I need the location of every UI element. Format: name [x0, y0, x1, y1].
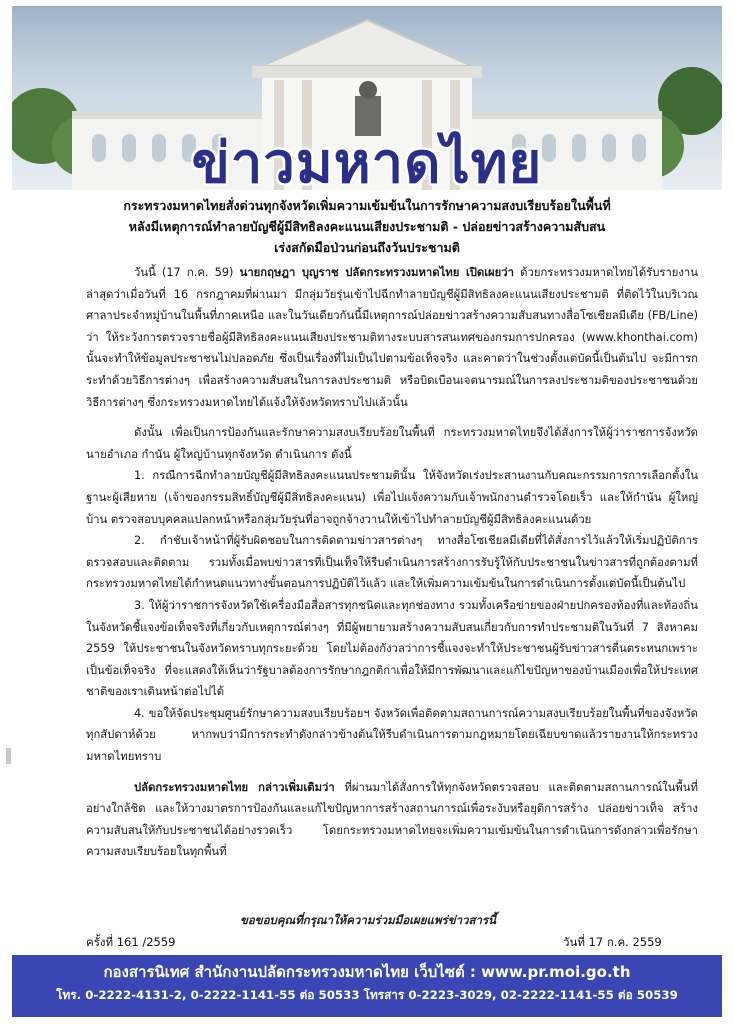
- closing-text: ที่ผ่านมาได้สั่งการให้ทุกจังหวัดตรวจสอบ และติดตามสถานการณ์ในพื้นที่ อย่างใกล้ชิด และให้วางมาตรการป้องกันและแก้ไขปัญหาการสร้างสถานการณ์เพื่อระงับหรือยุติการสร้าง ปล่อยข่าวเท็จ สร้างความสับสนให้กับประชาชนได้อย่างรวดเร็ว โดยกระทรวงมหาดไทยจะเพิ่มความเข้มข้นในการดำเนินการดังกล่าวเพื่อรักษาความสงบเรียบร้อยในทุกพื้นที่: [86, 780, 698, 859]
- directive-item-4: 4. ขอให้จัดประชุมศูนย์รักษาความสงบเรียบร้อยฯ จังหวัดเพื่อติดตามสถานการณ์ความสงบเรียบร้อยในพื้นที่ของจังหวัดทุกสัปดาห์ด้วย หากพบว่ามีการกระทำดังกล่าวข้างต้นให้รีบดำเนินการตามกฎหมายโดยเฉียบขาดแล้วรายงานให้กระทรวงมหาดไทยทราบ: [86, 706, 698, 764]
- directive-item-2: 2. กำชับเจ้าหน้าที่ผู้รับผิดชอบในการติดตามข่าวสารต่างๆ ทางสื่อโซเชียลมีเดียที่ได้สั่งการไว้แล้วให้เริ่มปฏิบัติการตรวจสอบและติดตาม รวมทั้งเมื่อพบข่าวสารที่เป็นเท็จให้รีบดำเนินการสร้างการรับรู้ให้กับประชาชนในข่าวสารที่ถูกต้องตามที่กระทรวงมหาดไทยได้กำหนดแนวทางขั้นตอนการปฏิบัติไว้แล้ว และให้เพิ่มความเข้มข้นในการดำเนินการตั้งแต่บัดนี้เป็นต้นไป: [86, 534, 698, 591]
- headline-line-1: กระทรวงมหาดไทยสั่งด่วนทุกจังหวัดเพิ่มความเข้มข้นในการรักษาความสงบเรียบร้อยในพื้นที่: [123, 198, 611, 213]
- closing-speaker: ปลัดกระทรวงมหาดไทย กล่าวเพิ่มเติมว่า: [134, 780, 335, 794]
- closing-paragraph: [86, 777, 698, 863]
- directive-paragraph: ดังนั้น เพื่อเป็นการป้องกันและรักษาความสงบเรียบร้อยในพื้นที่ กระทรวงมหาดไทยจึงได้สั่งการให้ผู้ว่าราชการจังหวัด นายอำเภอ กำนัน ผู้ใหญ่บ้านทุกจังหวัด ดำเนินการ ดังนี้: [86, 426, 698, 461]
- intro-text: ด้วยกระทรวงมหาดไทยได้รับรายงานล่าสุดว่าเมื่อวันที่ 16 กรกฎาคมที่ผ่านมา มีกลุ่มวัยรุ่นเข้าไปฉีกทำลายบัญชีผู้มีสิทธิลงคะแนนเสียงประชามติ ที่ติดไว้ในบริเวณศาลาประจำหมู่บ้านในพื้นที่ภาคเหนือ และในวันเดียวกันนี้มีเหตุการณ์ปล่อยข่าวสร้างความสับสนทางสื่อโซเชียลมีเดีย (FB/Line) ว่า ให้ระวังการตรวจรายชื่อผู้มีสิทธิลงคะแนนเสียงประชามติทางระบบสารสนเทศของกรมการปกครอง (www.khonthai.com) นั้นจะทำให้ข้อมูลประชาชนไม่ปลอดภัย ซึ่งเป็นเรื่องที่ไม่เป็นไปตามข้อเท็จจริง และคาดว่าในช่วงตั้งแต่บัดนี้เป็นต้นไป จะมีการกระทำด้วยวิธีการต่างๆ เพื่อสร้างความสับสนในการลงประชามติ หรือบิดเบือนเจตนารมณ์ในการลงประชามติของประชาชนด้วยวิธีการต่างๆ ซึ่งกระทรวงมหาดไทยได้แจ้งให้จังหวัดทราบไปแล้วนั้น: [86, 266, 699, 409]
- headline-line-2: หลังมีเหตุการณ์ทำลายบัญชีผู้มีสิทธิลงคะแนนเสียงประชามติ - ปล่อยข่าวสร้างความสับสน: [128, 219, 606, 234]
- masthead-title: ข่าวมหาดไทย: [191, 131, 543, 190]
- thanks-note: ขอขอบคุณที่กรุณาให้ความร่วมมือเผยแพร่ข่าวสารนี้: [240, 913, 496, 927]
- directive-item-3: 3. ให้ผู้ว่าราชการจังหวัดใช้เครื่องมือสื่อสารทุกชนิดและทุกช่องทาง รวมทั้งเครือข่ายของฝ่ายปกครองท้องที่และท้องถิ่นในจังหวัดชี้แจงข้อเท็จจริงที่เกี่ยวกับเหตุการณ์ต่างๆ ที่มีผู้พยายามสร้างความสับสนเกี่ยวกับการทำประชามติในวันที่ 7 สิงหาคม 2559 ให้ประชาชนในจังหวัดทราบทุกระยะด้วย โดยไม่ต้องกังวลว่าการชี้แจงจะทำให้ประชาชนผู้รับข่าวสารตื่นตระหนกเพราะเป็นข้อเท็จจริง ที่จะแสดงให้เห็นว่ารัฐบาลต้องการรักษากฎกติกาเพื่อให้มีการพัฒนาและแก้ไขปัญหาของบ้านเมืองเพื่อให้ประเทศชาติของเราเดินหน้าต่อไปได้: [86, 598, 698, 699]
- headline: [20, 195, 714, 258]
- header-banner: [12, 6, 722, 190]
- intro-lead: วันนี้ (17 ก.ค. 59): [134, 266, 240, 279]
- release-date: วันที่ 17 ก.ค. 2559: [563, 935, 662, 949]
- footer-office-website: กองสารนิเทศ สำนักงานปลัดกระทรวงมหาดไทย เว็บไซต์ : www.pr.moi.go.th: [103, 963, 631, 981]
- article-body: [86, 262, 698, 863]
- scan-mark: [6, 748, 11, 764]
- intro-paragraph: [86, 262, 698, 413]
- directive-item-1: 1. กรณีการฉีกทำลายบัญชีผู้มีสิทธิลงคะแนนประชามตินั้น ให้จังหวัดเร่งประสานงานกับคณะกรรมการการเลือกตั้งในฐานะผู้เสียหาย (เจ้าของกรรมสิทธิ์บัญชีผู้มีสิทธิลงคะแนน) เพื่อไปแจ้งความกับเจ้าพนักงานตำรวจโดยเร็ว และให้กำนัน ผู้ใหญ่บ้าน ตรวจสอบบุคคลแปลกหน้าหรือกลุ่มวัยรุ่นที่อาจถูกจ้างวานให้เข้าไปทำลายบัญชีผู้มีสิทธิลงคะแนนด้วย: [86, 469, 698, 526]
- footer-phone-fax: โทร. 0-2222-4131-2, 0-2222-1141-55 ต่อ 50533 โทรสาร 0-2223-3029, 02-2222-1141-55 ต่อ 50539: [56, 988, 678, 1002]
- intro-speaker: นายกฤษฎา บุญราช ปลัดกระทรวงมหาดไทย เปิดเผยว่า: [239, 266, 514, 279]
- release-number: ครั้งที่ 161 /2559: [86, 935, 176, 949]
- headline-line-3: เร่งสกัดมือป่วนก่อนถึงวันประชามติ: [274, 240, 460, 255]
- footer-contact: [12, 955, 722, 1017]
